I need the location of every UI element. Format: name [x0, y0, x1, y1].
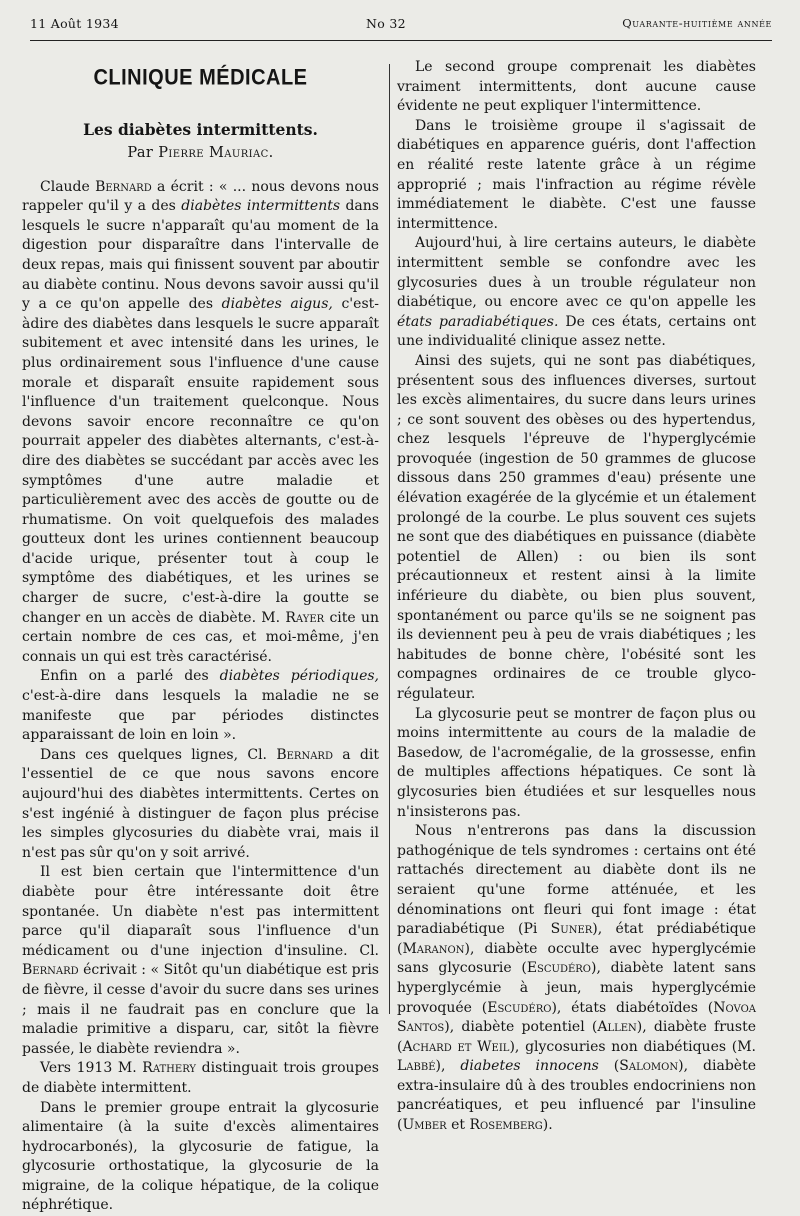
byline-prefix: Par [127, 145, 153, 161]
paragraph: Il est bien certain que l'intermittence d'un diabète pour être intéressante doit être spontanée. Un diabète n'est pas intermittent parce qu'il diaparaît sous l'influence d'un médicament ou d'une injection d'insuline. Cl. Bernard écrivait : « Sitôt qu'un diabétique est pris de fièvre, il cesse d'avoir du sucre dans ses urines ; mais il ne faudrait pas en conclure que la maladie primitive a disparu, car, sitôt la fièvre passée, le diabète reviendra ». [22, 863, 379, 1059]
column-divider [389, 64, 390, 1014]
author-name: Pierre Mauriac. [158, 145, 273, 161]
paragraph-continued: Dans le premier groupe entrait la glycosurie alimentaire (à la suite d'excès alimentaires hydrocarbonés), la glycosurie de fatigue, la glycosurie orthostatique, la glycosurie de la migraine, de la colique hépatique, de la colique néphrétique. [22, 1099, 379, 1216]
header-rule [30, 40, 772, 41]
person-name: Salomon [619, 1058, 678, 1074]
person-name: Bernard [276, 747, 333, 763]
paragraph: Le second groupe comprenait les diabètes vraiment intermittents, dont aucune cause évidente ne peut expliquer l'intermittence. [397, 58, 756, 117]
person-name: Suner [551, 921, 593, 937]
person-name: Bernard [95, 179, 152, 195]
italic-run: diabètes périodiques, [220, 668, 379, 684]
paragraph: La glycosurie peut se montrer de façon plus ou moins intermittente au cours de la maladie de Basedow, de l'acromégalie, de la grossesse, enfin de multiples affections hépatiques. Ce sont là glycosuries bien étudiées et sur lesquelles nous n'insisterons pas. [397, 705, 756, 823]
person-name: Maranon [402, 941, 464, 957]
byline [22, 144, 379, 164]
person-name: Escudéro [487, 1000, 551, 1016]
italic-run: états paradiabétiques. [397, 314, 558, 330]
person-name: Rayer [285, 610, 324, 626]
paragraph: Ainsi des sujets, qui ne sont pas diabétiques, présentent sous des influences diverses, surtout les excès alimentaires, du sucre dans leurs urines ; ce sont souvent des obèses ou des hypertendus, chez lesquels l'épreuve de l'hyperglycémie provoquée (ingestion de 50 grammes de glucose dissous dans 250 grammes d'eau) présente une élévation exagérée de la glycémie et un étalement prolongé de la courbe. Le plus souvent ces sujets ne sont que des diabétiques en puissance (diabète potentiel de Allen) : ou bien ils sont précautionneux et restent ainsi à la limite inférieure du diabète, ou bien plus souvent, spontanément ou parce qu'ils se ne soignent pas ils deviennent peu à peu de vrais diabétiques ; les habitudes de bonne chère, l'obésité sont les compagnes ordinaires de ce trouble glyco-régulateur. [397, 352, 756, 705]
italic-run: diabètes aigus, [222, 296, 333, 312]
header-year: Quarante-huitième année [622, 16, 772, 30]
running-header [30, 16, 772, 38]
person-name: Rosemberg [470, 1117, 543, 1133]
person-name: Rathery [142, 1060, 196, 1076]
paragraph: Nous n'entrerons pas dans la discussion pathogénique de tels syndromes : certains ont été rattachés directement au diabète dont ils ne seraient qu'une forme atténuée, et les dénominations ont fleuri qui font image : état paradiabétique (Pi Suner), état prédiabétique (Maranon), diabète occulte avec hyperglycémie sans glycosurie (Escudéro), diabète latent sans hyperglycémie à jeun, mais hyperglycémie provoquée (Escudéro), états diabétoïdes (Novoa Santos), diabète potentiel (Allen), diabète fruste (Achard et Weil), glycosuries non diabétiques (M. Labbé), diabetes innocens (Salomon), diabète extra-insulaire dû à des troubles endocriniens non pancréatiques, et peu influencé par l'insuline (Umber et Rosemberg). [397, 822, 756, 1136]
person-name: Allen [597, 1019, 636, 1035]
section-title: CLINIQUE MÉDICALE [22, 65, 379, 91]
paragraph: Aujourd'hui, à lire certains auteurs, le diabète intermittent semble se confondre avec les glycosuries dues à un trouble régulateur non diabétique, ou encore avec ce qu'on appelle les états paradiabétiques. De ces états, certains ont une individualité clinique assez nette. [397, 234, 756, 352]
header-issue-number: No 32 [366, 16, 406, 31]
person-name: Bernard [22, 962, 79, 978]
person-name: Novoa Santos [397, 1000, 756, 1036]
left-column [22, 58, 379, 1216]
article-title: Les diabètes intermittents. [22, 120, 379, 140]
right-column [397, 58, 756, 1136]
person-name: Achard et Weil [402, 1039, 509, 1055]
person-name: Labbé [397, 1058, 436, 1074]
paragraph: Dans ces quelques lignes, Cl. Bernard a dit l'essentiel de ce que nous savons encore aujourd'hui des diabètes intermittents. Certes on s'est ingénié à distinguer de façon plus précise les simples glycosuries du diabète vrai, mais il n'est pas sûr qu'on y soit arrivé. [22, 746, 379, 864]
person-name: Escudéro [527, 960, 591, 976]
header-date: 11 Août 1934 [30, 16, 119, 31]
italic-run: diabètes intermittents [181, 198, 340, 214]
paragraph: Claude Bernard a écrit : « ... nous devons nous rappeler qu'il y a des diabètes intermittents dans lesquels le sucre n'apparaît qu'au moment de la digestion pour disparaître dans l'intervalle de deux repas, mais qui finissent souvent par aboutir au diabète continu. Nous devons savoir aussi qu'il y a ce qu'on appelle des diabètes aigus, c'est-àdire des diabètes dans lesquels le sucre apparaît subitement et avec intensité dans les urines, le plus ordinairement sous l'influence d'une cause morale et disparaît ensuite rapidement sous l'influence d'un traitement quelconque. Nous devons savoir encore reconnaître ce qu'on pourrait appeler des diabètes alternants, c'est-à-dire des diabètes se succédant par accès avec les symptômes d'une autre maladie et particulièrement avec des accès de goutte ou de rhumatisme. On voit quelquefois des malades goutteux dont les urines contiennent beaucoup d'acide urique, présenter tout à coup le symptôme des diabétiques, et les urines se charger de sucre, c'est-à-dire la goutte se changer en un accès de diabète. M. Rayer cite un certain nombre de ces cas, et moi-même, j'en connais un qui est très caractérisé. [22, 178, 379, 668]
paragraph: Enfin on a parlé des diabètes périodiques, c'est-à-dire dans lesquels la maladie ne se manifeste que par périodes distinctes apparaissant de loin en loin ». [22, 667, 379, 745]
person-name: Umber [402, 1117, 446, 1133]
italic-run: diabetes innocens [460, 1058, 598, 1074]
paragraph: Dans le troisième groupe il s'agissait de diabétiques en apparence guéris, dont l'affection en réalité reste latente grâce à un régime approprié ; mais l'infraction au régime révèle immédiatement le diabète. C'est une fausse intermittence. [397, 117, 756, 235]
paragraph: Vers 1913 M. Rathery distinguait trois groupes de diabète intermittent. [22, 1059, 379, 1098]
